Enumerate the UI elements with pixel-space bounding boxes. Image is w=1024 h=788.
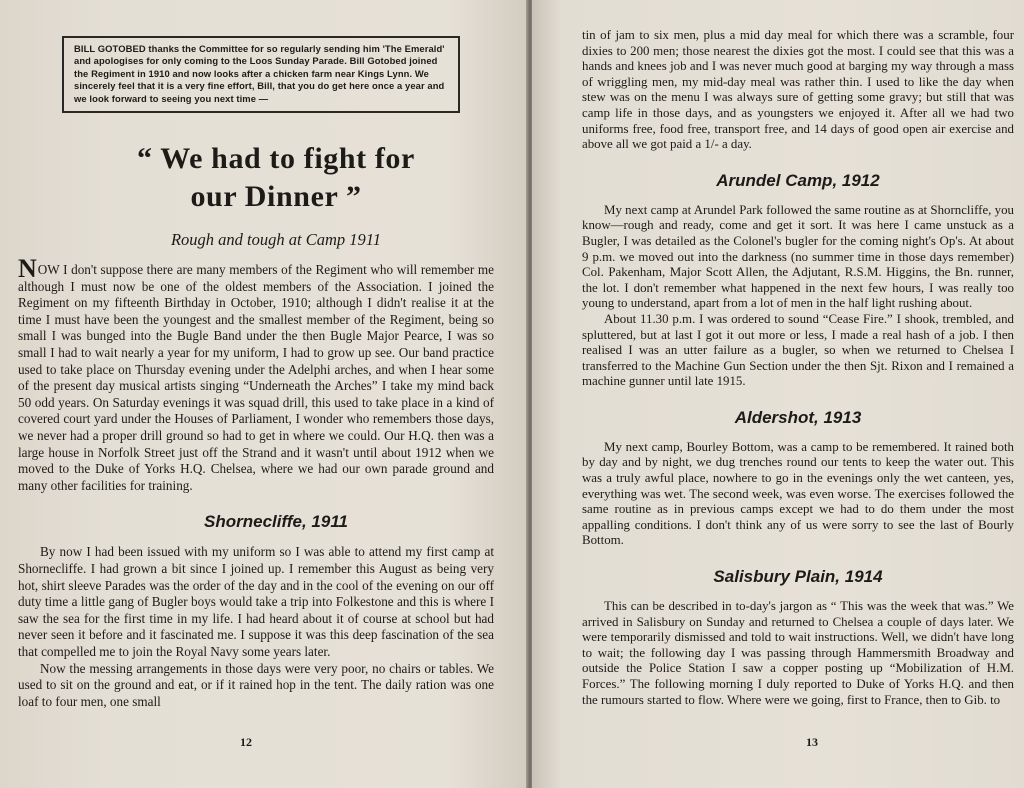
right-page <box>532 0 1024 788</box>
paragraph: Now the messing arrangements in those days were very poor, no chairs or tables. We used to sit on the ground and eat, or if it rained hop in the tent. The daily ration was one loaf to four men, one small <box>18 660 494 709</box>
drop-cap: N <box>18 254 37 284</box>
paragraph: This can be described in to-day's jargon as “ This was the week that was.” We arrived in Salisbury on Sunday and returned to Chelsea a couple of days later. We were temporarily dismissed and told to wait instructions. Well, we didn't have long to wait; the following day I was passing through Hammersmith Broadway and outside the Police Station I saw a copper posting up “Mobilization of H.M. Forces.” The following morning I duly reported to Duke of Yorks H.Q. and then the rumours started to flow. Where were we going, first to France, then to Gib. to <box>582 599 1014 707</box>
title-line-2: our Dinner ” <box>190 180 362 214</box>
section-heading: Arundel Camp, 1912 <box>716 170 880 190</box>
page-number: 12 <box>240 735 252 749</box>
paragraph: By now I had been issued with my uniform so I was able to attend my first camp at Shornecliffe. I had grown a bit since I joined up. I remember this August as being very hot, shirt sleeve Parades was the order of the day and in the cool of the evening on our off duty time a little gang of Bugler boys would take a trip into Folkestone and this is where I saw the sea for the first time in my life. I had heard about it of course at school but had never seen it before and it fascinated me. I suppose it was this deep fascination of the sea that compelled me to join the Royal Navy some years later. <box>18 544 494 659</box>
section-heading: Shornecliffe, 1911 <box>204 512 348 532</box>
paragraph <box>18 254 494 494</box>
paragraph-text: OW I don't suppose there are many members of the Regiment who will remember me although I must now be one of the oldest members of the Association. I joined the Regiment on my fifteenth Birthday in October, 1910; although I didn't realise it at the time I must have been the youngest and the smallest member of the Regiment, being so small I was bunged into the Bugle Band under the then Bugle Major Pearce, I was so small I had to wait nearly a year for my uniform, I had to grow up see. Our band practice used to take place on Thursday evening under the Adelphi arches, and when I hear some of the present day musical artists singing “Underneath the Arches” I take my mind back 50 odd years. On Saturday evenings it was squad drill, this used to take place in a kind of covered court yard under the Houses of Parliament, I wonder who remembers those days, we never had a proper drill ground so had to get in where we could. Our H.Q. then was a large house in Norfolk Street just off the Strand and it wasn't until about 1912 when we moved to the Duke of Yorks H.Q. Chelsea, where we had our own parade ground and many other facilities for training. <box>18 262 494 493</box>
page-number: 13 <box>806 735 818 749</box>
section-heading: Salisbury Plain, 1914 <box>713 567 883 587</box>
article-subtitle: Rough and tough at Camp 1911 <box>170 230 382 250</box>
paragraph: My next camp, Bourley Bottom, was a camp to be remembered. It rained both by day and by night, we dug trenches round our tents to keep the water out. This was a truly awful place, nowhere to go in the evenings only the wet canteen, yes, everything was wet. The second week, was even worse. The exercises followed the same routine as in previous camps except we had to do them under the most appalling conditions. I don't think any of us were sorry to see the last of Bourly Bottom. <box>582 439 1014 548</box>
paragraph: My next camp at Arundel Park followed the same routine as at Shorncliffe, you know—rough and ready, come and get it sort. It was here I came unstuck as a Bugler, I was detailed as the Colonel's bugler for the coming night's Op's. At about 9 p.m. we moved out into the darkness (no summer time in those days remember) Col. Pakenham, Major Scott Allen, the Adjutant, R.S.M. Higgins, the Bn. runner, the lot. I don't remember what happened in the next few hours, I was really too young to understand, apart from a lot of men in the half light rushing about. <box>582 202 1014 311</box>
paragraph: tin of jam to six men, plus a mid day meal for which there was a scramble, four dixies to 200 men; those nearest the dixies got the most. I could see that this was a hands and knees job and I was never much good at barging my way through a mass of wriggling men, my mid-day meal was rather thin. I used to like the day when stew was on the menu I was always sure of getting some gravy; but still that was camp life in those days, and as youngsters we enjoyed it. After all we had two uniforms free, food free, transport free, and 14 days of good open air exercise and above all we got paid a 1/- a day. <box>582 28 1014 152</box>
notice-box: BILL GOTOBED thanks the Committee for so regularly sending him 'The Emerald' and apologises for only coming to the Loos Sunday Parade. Bill Gotobed joined the Regiment in 1910 and now looks after a chicken farm near Kings Lynn. We sincerely feel that it is a very fine effort, Bill, that you do get here once a year and we look forward to seeing you next time — <box>62 36 460 113</box>
title-line-1: “ We had to fight for <box>137 142 415 176</box>
article-title <box>58 140 494 216</box>
section-heading: Aldershot, 1913 <box>734 407 862 427</box>
paragraph: About 11.30 p.m. I was ordered to sound “Cease Fire.” I shook, trembled, and spluttered, but at last I got it out more or less, I made a real hash of a job. I then realised I was an utter failure as a bugler, so when we returned to Chelsea I transferred to the Machine Gun Section under the then Sjt. Rixon and I remained a machine gunner until late 1915. <box>582 311 1014 389</box>
